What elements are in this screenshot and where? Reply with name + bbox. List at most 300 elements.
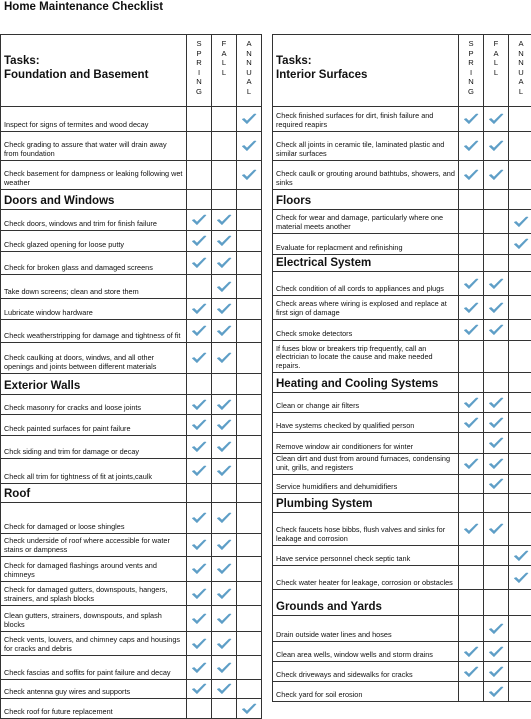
spring-cell[interactable] xyxy=(459,107,484,131)
task-text: Check smoke detectors xyxy=(273,320,459,340)
annual-cell[interactable] xyxy=(509,566,531,589)
check-icon xyxy=(191,352,207,364)
check-icon xyxy=(191,638,207,650)
annual-cell[interactable] xyxy=(237,343,262,373)
fall-cell[interactable] xyxy=(212,415,237,435)
spring-cell[interactable] xyxy=(459,682,484,701)
annual-cell[interactable] xyxy=(237,132,262,160)
annual-cell[interactable] xyxy=(237,320,262,342)
spring-cell[interactable] xyxy=(187,606,212,631)
spring-cell[interactable] xyxy=(187,415,212,435)
right-column xyxy=(272,34,531,702)
annual-cell[interactable] xyxy=(237,680,262,698)
task-text: Check fascias and soffits for paint failure and decay xyxy=(1,656,187,679)
header-annual-label: A N N U A L xyxy=(518,39,524,96)
fall-cell[interactable] xyxy=(212,161,237,189)
task-row xyxy=(273,682,531,702)
fall-cell[interactable] xyxy=(212,107,237,131)
spring-cell[interactable] xyxy=(187,252,212,274)
spring-cell[interactable] xyxy=(187,132,212,160)
annual-cell[interactable] xyxy=(237,252,262,274)
check-icon xyxy=(191,563,207,575)
fall-cell[interactable] xyxy=(212,320,237,342)
check-icon xyxy=(513,238,529,250)
section-row xyxy=(273,255,531,272)
section-title: Roof xyxy=(1,484,187,502)
task-text: Inspect for signs of termites and wood decay xyxy=(1,107,187,131)
empty-cell xyxy=(509,590,531,615)
annual-cell[interactable] xyxy=(237,699,262,718)
annual-cell[interactable] xyxy=(237,395,262,414)
annual-cell[interactable] xyxy=(509,546,531,565)
task-row xyxy=(1,395,262,415)
task-row xyxy=(1,161,262,190)
empty-cell xyxy=(212,374,237,394)
check-icon xyxy=(216,662,232,674)
annual-cell[interactable] xyxy=(237,459,262,483)
check-icon xyxy=(488,278,504,290)
check-icon xyxy=(216,441,232,453)
header-spring-label: S P R I N G xyxy=(468,39,474,96)
task-row xyxy=(1,132,262,161)
check-icon xyxy=(191,399,207,411)
spring-cell[interactable] xyxy=(187,503,212,533)
task-row xyxy=(273,132,531,161)
annual-cell[interactable] xyxy=(509,107,531,131)
check-icon xyxy=(216,257,232,269)
annual-cell[interactable] xyxy=(237,557,262,581)
check-icon xyxy=(488,623,504,635)
column-header xyxy=(1,35,262,107)
annual-cell[interactable] xyxy=(509,616,531,641)
fall-cell[interactable] xyxy=(212,436,237,458)
task-row xyxy=(1,699,262,719)
task-row xyxy=(1,252,262,275)
annual-cell[interactable] xyxy=(237,299,262,319)
fall-cell[interactable] xyxy=(212,503,237,533)
fall-cell[interactable] xyxy=(484,296,509,319)
spring-cell[interactable] xyxy=(187,534,212,556)
section-title: Electrical System xyxy=(273,255,459,271)
task-text: Check condition of all cords to appliances and plugs xyxy=(273,272,459,295)
annual-cell[interactable] xyxy=(237,606,262,631)
fall-cell[interactable] xyxy=(484,682,509,701)
fall-cell[interactable] xyxy=(212,343,237,373)
task-row xyxy=(1,320,262,343)
check-icon xyxy=(191,539,207,551)
task-text: Lubricate window hardware xyxy=(1,299,187,319)
annual-cell[interactable] xyxy=(237,503,262,533)
spring-cell[interactable] xyxy=(459,161,484,189)
check-icon xyxy=(488,523,504,535)
fall-cell[interactable] xyxy=(212,275,237,298)
annual-cell[interactable] xyxy=(509,341,531,372)
empty-cell xyxy=(237,484,262,502)
spring-cell[interactable] xyxy=(187,436,212,458)
check-icon xyxy=(513,550,529,562)
spring-cell[interactable] xyxy=(187,343,212,373)
section-row xyxy=(1,190,262,210)
fall-cell[interactable] xyxy=(484,341,509,372)
annual-cell[interactable] xyxy=(509,210,531,233)
check-icon xyxy=(216,235,232,247)
annual-cell[interactable] xyxy=(509,662,531,681)
task-text: If fuses blow or breakers trip frequently, call an electrician to locate the cause and make needed repairs. xyxy=(273,341,459,372)
check-icon xyxy=(191,325,207,337)
fall-cell[interactable] xyxy=(484,433,509,453)
task-row xyxy=(1,299,262,320)
check-icon xyxy=(513,572,529,584)
task-row xyxy=(273,566,531,590)
spring-cell[interactable] xyxy=(459,513,484,545)
spring-cell[interactable] xyxy=(459,320,484,340)
fall-cell[interactable] xyxy=(484,546,509,565)
check-icon xyxy=(216,214,232,226)
fall-cell[interactable] xyxy=(484,132,509,160)
spring-cell[interactable] xyxy=(187,107,212,131)
section-title: Doors and Windows xyxy=(1,190,187,209)
header-spring xyxy=(459,35,484,106)
annual-cell[interactable] xyxy=(509,161,531,189)
check-icon xyxy=(488,140,504,152)
task-row xyxy=(273,234,531,255)
spring-cell[interactable] xyxy=(459,234,484,254)
check-icon xyxy=(216,638,232,650)
check-icon xyxy=(216,281,232,293)
check-icon xyxy=(463,397,479,409)
task-text: Chck siding and trim for damage or decay xyxy=(1,436,187,458)
annual-cell[interactable] xyxy=(509,272,531,295)
annual-cell[interactable] xyxy=(237,632,262,655)
check-icon xyxy=(488,397,504,409)
task-text: Clean or change air filters xyxy=(273,393,459,412)
spring-cell[interactable] xyxy=(187,161,212,189)
page-title: Home Maintenance Checklist xyxy=(4,1,164,13)
empty-cell xyxy=(509,255,531,271)
check-icon xyxy=(191,257,207,269)
fall-cell[interactable] xyxy=(484,662,509,681)
check-icon xyxy=(463,169,479,181)
fall-cell[interactable] xyxy=(484,161,509,189)
task-row xyxy=(273,320,531,341)
annual-cell[interactable] xyxy=(509,642,531,661)
empty-cell xyxy=(459,190,484,209)
fall-cell[interactable] xyxy=(484,642,509,661)
annual-cell[interactable] xyxy=(509,413,531,432)
fall-cell[interactable] xyxy=(212,252,237,274)
task-row xyxy=(273,210,531,234)
task-text: Check grading to assure that water will drain away from foundation xyxy=(1,132,187,160)
fall-cell[interactable] xyxy=(212,699,237,718)
annual-cell[interactable] xyxy=(237,656,262,679)
check-icon xyxy=(191,683,207,695)
fall-cell[interactable] xyxy=(212,299,237,319)
check-icon xyxy=(191,214,207,226)
section-row xyxy=(1,484,262,503)
task-text: Check finished surfaces for dirt, finish failure and required reapirs xyxy=(273,107,459,131)
check-icon xyxy=(488,646,504,658)
fall-cell[interactable] xyxy=(484,475,509,493)
task-text: Service humidifiers and dehumidifiers xyxy=(273,475,459,493)
annual-cell[interactable] xyxy=(509,296,531,319)
spring-cell[interactable] xyxy=(187,459,212,483)
task-text: Check for wear and damage, particularly where one material meets another xyxy=(273,210,459,233)
fall-cell[interactable] xyxy=(484,566,509,589)
annual-cell[interactable] xyxy=(509,475,531,493)
annual-cell[interactable] xyxy=(509,393,531,412)
check-icon xyxy=(463,324,479,336)
task-row xyxy=(1,606,262,632)
check-icon xyxy=(191,588,207,600)
task-text: Check roof for future replacement xyxy=(1,699,187,718)
fall-cell[interactable] xyxy=(212,395,237,414)
spring-cell[interactable] xyxy=(187,656,212,679)
check-icon xyxy=(488,666,504,678)
annual-cell[interactable] xyxy=(237,582,262,605)
check-icon xyxy=(191,235,207,247)
task-text: Evaluate for replacment and refinishing xyxy=(273,234,459,254)
check-icon xyxy=(488,302,504,314)
fall-cell[interactable] xyxy=(212,680,237,698)
annual-cell[interactable] xyxy=(237,275,262,298)
spring-cell[interactable] xyxy=(187,632,212,655)
spring-cell[interactable] xyxy=(187,299,212,319)
task-text: Check painted surfaces for paint failure xyxy=(1,415,187,435)
task-row xyxy=(1,534,262,557)
check-icon xyxy=(216,352,232,364)
task-text: Remove window air conditioners for winter xyxy=(273,433,459,453)
spring-cell[interactable] xyxy=(459,642,484,661)
annual-cell[interactable] xyxy=(237,210,262,230)
annual-cell[interactable] xyxy=(509,682,531,701)
task-row xyxy=(1,632,262,656)
check-icon xyxy=(191,662,207,674)
annual-cell[interactable] xyxy=(237,161,262,189)
check-icon xyxy=(488,437,504,449)
spring-cell[interactable] xyxy=(459,616,484,641)
check-icon xyxy=(216,303,232,315)
check-icon xyxy=(241,140,257,152)
empty-cell xyxy=(484,590,509,615)
fall-cell[interactable] xyxy=(484,107,509,131)
task-row xyxy=(273,433,531,454)
spring-cell[interactable] xyxy=(459,454,484,474)
check-icon xyxy=(216,512,232,524)
annual-cell[interactable] xyxy=(237,231,262,251)
check-icon xyxy=(216,399,232,411)
check-icon xyxy=(191,441,207,453)
fall-cell[interactable] xyxy=(484,616,509,641)
empty-cell xyxy=(459,373,484,392)
empty-cell xyxy=(187,484,212,502)
spring-cell[interactable] xyxy=(459,662,484,681)
task-row xyxy=(1,436,262,459)
fall-cell[interactable] xyxy=(484,454,509,474)
spring-cell[interactable] xyxy=(187,680,212,698)
check-icon xyxy=(191,465,207,477)
task-row xyxy=(1,415,262,436)
check-icon xyxy=(463,646,479,658)
fall-cell[interactable] xyxy=(484,234,509,254)
check-icon xyxy=(488,458,504,470)
header-annual-label: A N N U A L xyxy=(246,39,252,96)
spring-cell[interactable] xyxy=(459,433,484,453)
check-icon xyxy=(463,666,479,678)
fall-cell[interactable] xyxy=(484,413,509,432)
spring-cell[interactable] xyxy=(187,275,212,298)
check-icon xyxy=(216,465,232,477)
fall-cell[interactable] xyxy=(484,320,509,340)
task-text: Clean dirt and dust from around furnaces, condensing unit, grills, and registers xyxy=(273,454,459,474)
empty-cell xyxy=(459,255,484,271)
empty-cell xyxy=(212,484,237,502)
empty-cell xyxy=(509,190,531,209)
fall-cell[interactable] xyxy=(484,393,509,412)
task-row xyxy=(1,231,262,252)
header-annual xyxy=(237,35,262,106)
check-icon xyxy=(463,458,479,470)
section-row xyxy=(273,373,531,393)
fall-cell[interactable] xyxy=(484,513,509,545)
annual-cell[interactable] xyxy=(509,234,531,254)
header-fall xyxy=(212,35,237,106)
task-row xyxy=(273,413,531,433)
fall-cell[interactable] xyxy=(212,557,237,581)
header-fall xyxy=(484,35,509,106)
check-icon xyxy=(191,512,207,524)
fall-cell[interactable] xyxy=(484,210,509,233)
empty-cell xyxy=(459,494,484,512)
annual-cell[interactable] xyxy=(509,454,531,474)
task-text: Check glazed opening for loose putty xyxy=(1,231,187,251)
task-text: Have systems checked by qualified person xyxy=(273,413,459,432)
check-icon xyxy=(216,588,232,600)
spring-cell[interactable] xyxy=(187,582,212,605)
empty-cell xyxy=(237,190,262,209)
spring-cell[interactable] xyxy=(459,393,484,412)
section-row xyxy=(273,494,531,513)
task-text: Check yard for soil erosion xyxy=(273,682,459,701)
check-icon xyxy=(191,613,207,625)
header-fall-label: F A L L xyxy=(221,39,227,77)
check-icon xyxy=(488,169,504,181)
check-icon xyxy=(488,324,504,336)
check-icon xyxy=(241,703,257,715)
spring-cell[interactable] xyxy=(187,320,212,342)
annual-cell[interactable] xyxy=(509,320,531,340)
check-icon xyxy=(463,140,479,152)
spring-cell[interactable] xyxy=(459,296,484,319)
task-text: Check for damaged flashings around vents and chimneys xyxy=(1,557,187,581)
fall-cell[interactable] xyxy=(212,459,237,483)
task-text: Check for broken glass and damaged screens xyxy=(1,252,187,274)
task-text: Check water heater for leakage, corrosion or obstacles xyxy=(273,566,459,589)
spring-cell[interactable] xyxy=(187,699,212,718)
spring-cell[interactable] xyxy=(459,566,484,589)
check-icon xyxy=(463,278,479,290)
header-line-1: Tasks: xyxy=(276,54,312,67)
annual-cell[interactable] xyxy=(509,132,531,160)
spring-cell[interactable] xyxy=(459,210,484,233)
task-text: Check masonry for cracks and loose joints xyxy=(1,395,187,414)
spring-cell[interactable] xyxy=(187,231,212,251)
task-row xyxy=(273,662,531,682)
header-title xyxy=(273,35,459,106)
annual-cell[interactable] xyxy=(237,107,262,131)
empty-cell xyxy=(509,494,531,512)
task-row xyxy=(273,546,531,566)
left-column xyxy=(0,34,262,719)
section-row xyxy=(273,590,531,616)
empty-cell xyxy=(459,590,484,615)
task-row xyxy=(273,393,531,413)
spring-cell[interactable] xyxy=(459,132,484,160)
check-icon xyxy=(488,417,504,429)
task-text: Check for damaged or loose shingles xyxy=(1,503,187,533)
section-title: Heating and Cooling Systems xyxy=(273,373,459,392)
section-title: Plumbing System xyxy=(273,494,459,512)
spring-cell[interactable] xyxy=(187,557,212,581)
header-line-2: Foundation and Basement xyxy=(4,68,149,81)
header-fall-label: F A L L xyxy=(493,39,499,77)
task-row xyxy=(1,582,262,606)
fall-cell[interactable] xyxy=(212,132,237,160)
empty-cell xyxy=(212,190,237,209)
fall-cell[interactable] xyxy=(212,632,237,655)
fall-cell[interactable] xyxy=(212,656,237,679)
header-spring xyxy=(187,35,212,106)
task-row xyxy=(1,210,262,231)
fall-cell[interactable] xyxy=(212,210,237,230)
task-text: Check weatherstripping for damage and tightness of fit xyxy=(1,320,187,342)
spring-cell[interactable] xyxy=(459,413,484,432)
section-title: Floors xyxy=(273,190,459,209)
task-row xyxy=(1,107,262,132)
spring-cell[interactable] xyxy=(187,395,212,414)
task-row xyxy=(273,341,531,373)
check-icon xyxy=(216,683,232,695)
empty-cell xyxy=(509,373,531,392)
check-icon xyxy=(488,478,504,490)
annual-cell[interactable] xyxy=(509,433,531,453)
empty-cell xyxy=(484,255,509,271)
section-title: Exterior Walls xyxy=(1,374,187,394)
section-title: Grounds and Yards xyxy=(273,590,459,615)
fall-cell[interactable] xyxy=(212,582,237,605)
annual-cell[interactable] xyxy=(237,415,262,435)
fall-cell[interactable] xyxy=(212,231,237,251)
fall-cell[interactable] xyxy=(484,272,509,295)
spring-cell[interactable] xyxy=(187,210,212,230)
spring-cell[interactable] xyxy=(459,546,484,565)
empty-cell xyxy=(237,374,262,394)
task-text: Check antenna guy wires and supports xyxy=(1,680,187,698)
fall-cell[interactable] xyxy=(212,606,237,631)
spring-cell[interactable] xyxy=(459,475,484,493)
spring-cell[interactable] xyxy=(459,272,484,295)
check-icon xyxy=(241,113,257,125)
task-text: Check for damaged gutters, downspouts, hangers, strainers, and splash blocks xyxy=(1,582,187,605)
task-text: Check driveways and sidewalks for cracks xyxy=(273,662,459,681)
annual-cell[interactable] xyxy=(509,513,531,545)
header-title xyxy=(1,35,187,106)
annual-cell[interactable] xyxy=(237,534,262,556)
check-icon xyxy=(191,303,207,315)
fall-cell[interactable] xyxy=(212,534,237,556)
spring-cell[interactable] xyxy=(459,341,484,372)
task-text: Check vents, louvers, and chimney caps and housings for cracks and debris xyxy=(1,632,187,655)
annual-cell[interactable] xyxy=(237,436,262,458)
